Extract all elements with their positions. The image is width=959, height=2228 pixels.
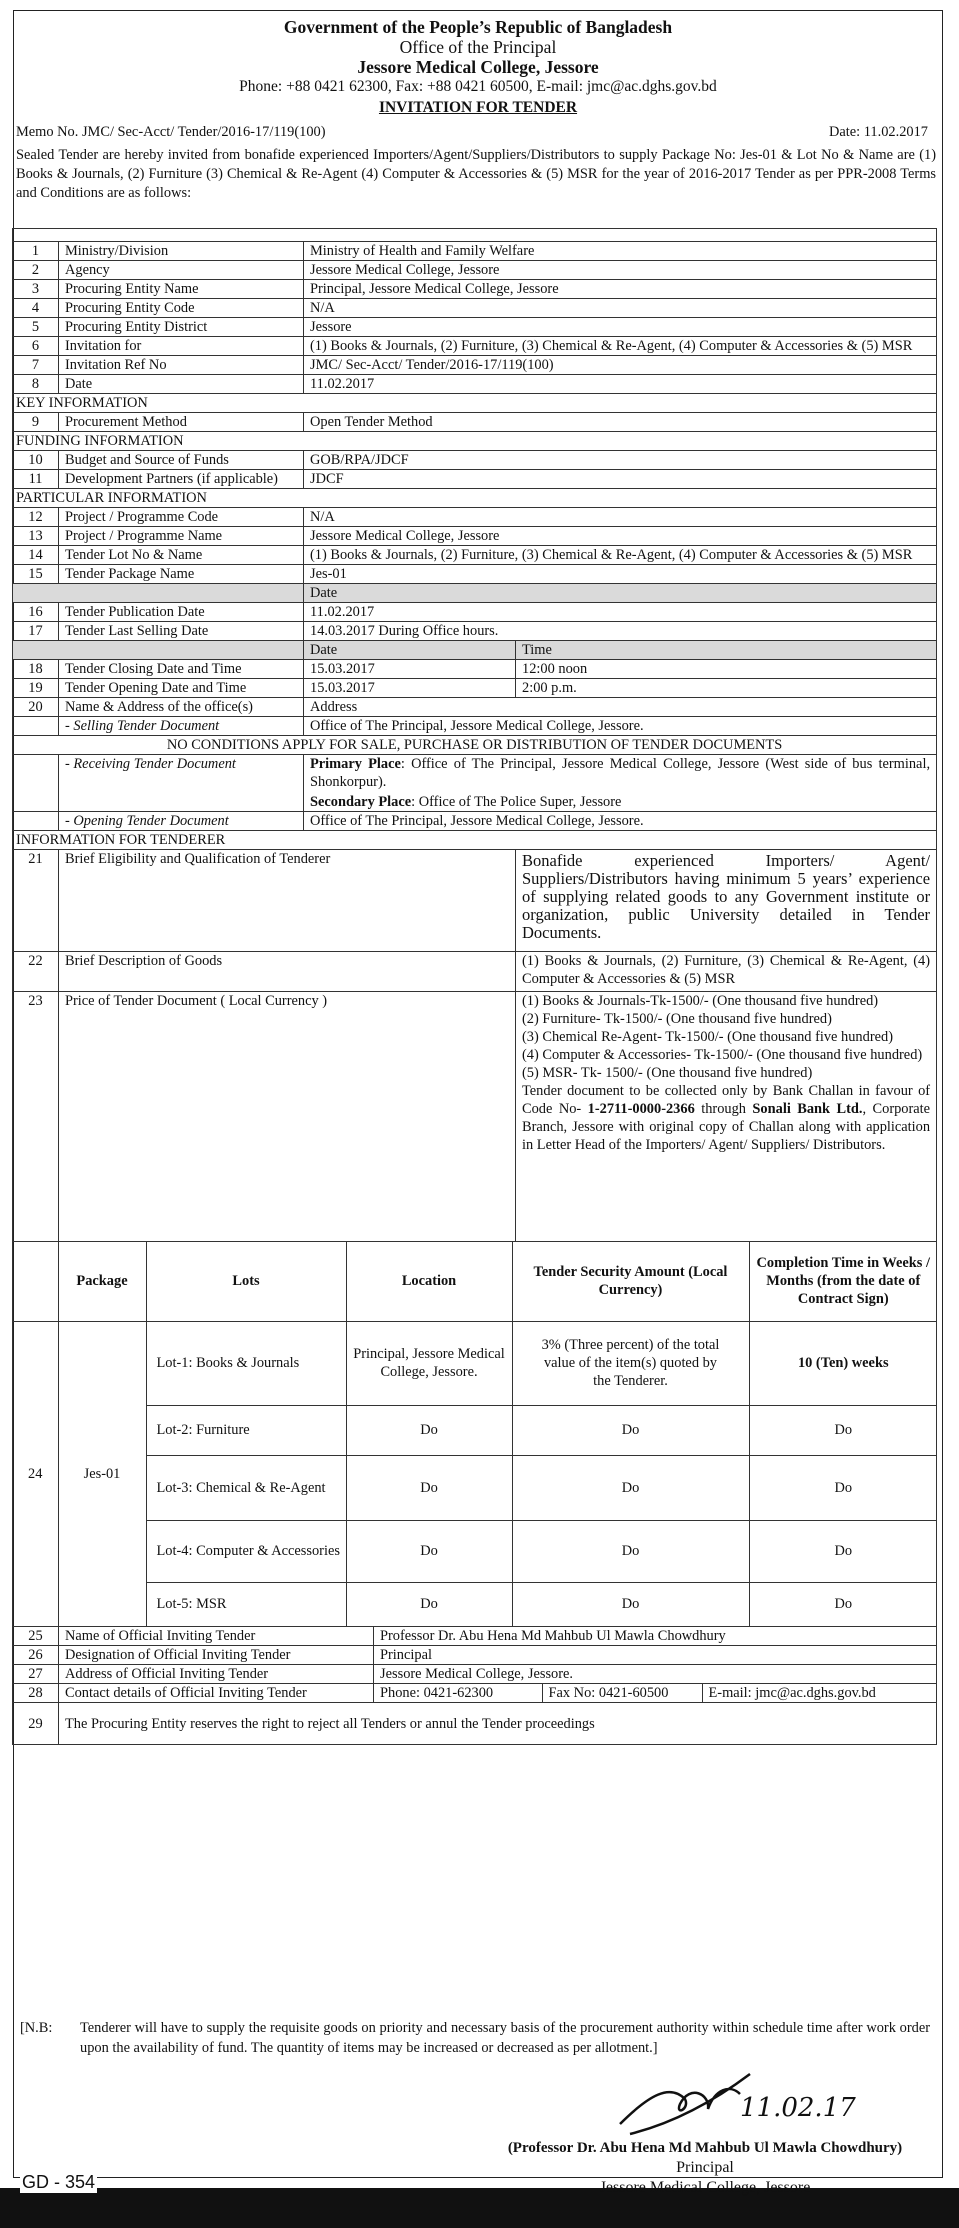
notice-title: INVITATION FOR TENDER	[378, 99, 578, 116]
footer-code: GD - 354	[22, 2172, 96, 2192]
date-header-row: Date	[13, 584, 937, 603]
table-row: 26 Designation of Official Inviting Tender Principal	[13, 1646, 937, 1665]
note-block	[20, 2018, 930, 2058]
package-lots-table	[13, 1242, 937, 1626]
college-name: Jessore Medical College, Jessore	[357, 57, 599, 77]
signatory-designation: Principal	[676, 2159, 734, 2176]
note-key: [N.B:	[20, 2020, 53, 2036]
table-row: 25 Name of Official Inviting Tender Professor Dr. Abu Hena Md Mahbub Ul Mawla Chowdhury	[13, 1627, 937, 1646]
lot-row: Lot-5: MSR Do Do Do	[13, 1582, 937, 1626]
signatory-office: Jessore Medical College, Jessore	[599, 2179, 811, 2196]
memo-date: Date: 11.02.2017	[829, 124, 928, 140]
table-row: 7 Invitation Ref No JMC/ Sec-Acct/ Tender/2016-17/119(100)	[13, 356, 937, 375]
package-row	[13, 1242, 937, 1627]
section-heading: FUNDING INFORMATION	[13, 432, 937, 451]
lot-row: Lot-2: Furniture Do Do Do	[13, 1405, 937, 1455]
table-row: 16 Tender Publication Date 11.02.2017	[13, 603, 937, 622]
intro-paragraph: Sealed Tender are hereby invited from bonafide experienced Importers/Agent/Suppliers/Distributors to supply Package No: Jes-01 & Lot No & Name are (1) Books & Journals, (2) Furniture (3) Chemical & Re-Agent (4) Computer & Accessories & (5) MSR for the year of 2016-2017 Tender as per PPR-2008 Terms and Conditions are as follows:	[16, 147, 936, 201]
contact-details: Phone: 0421-62300 Fax No: 0421-60500 E-mail: jmc@ac.dghs.gov.bd	[374, 1684, 936, 1702]
table-row: 28 Contact details of Official Inviting Tender Phone: 0421-62300 Fax No: 0421-60500 E-mail: jmc@ac.dghs.gov.bd	[13, 1684, 937, 1703]
receiving-places: Primary Place: Office of The Principal, Jessore Medical College, Jessore (West side of bus terminal, Shonkorpur). Secondary Place: Office of The Police Super, Jessore	[304, 755, 937, 812]
table-row: 8 Date 11.02.2017	[13, 375, 937, 394]
table-row: 23 Price of Tender Document ( Local Currency ) (1) Books & Journals-Tk-1500/- (One thousand five hundred) (2) Furniture- Tk-1500/- (One thousand five hundred) (3) Chemical Re-Agent- Tk-1500/- (One thousand five hundred) (4) Computer & Accessories- Tk-1500/- (One thousand five hundred) (5) MSR- Tk- 1500/- (One thousand five hundred) Tender document to be collected only by Bank Challan in favour of Code No- 1-2711-0000-2366 through Sonali Bank Ltd., Corporate Branch, Jessore with original copy of Challan along with application in Letter Head of the Importers/ Agent/ Suppliers/ Distributors.	[13, 992, 937, 1242]
memo-number: Memo No. JMC/ Sec-Acct/ Tender/2016-17/119(100)	[16, 124, 326, 140]
table-row: 2 Agency Jessore Medical College, Jessore	[13, 261, 937, 280]
table-row: 4 Procuring Entity Code N/A	[13, 299, 937, 318]
table-row: 11 Development Partners (if applicable) JDCF	[13, 470, 937, 489]
government-title: Government of the People’s Republic of Bangladesh	[283, 17, 673, 37]
section-heading: KEY INFORMATION	[13, 394, 937, 413]
lot-row: Lot-4: Computer & Accessories Do Do Do	[13, 1520, 937, 1582]
table-row: 22 Brief Description of Goods (1) Books & Journals, (2) Furniture, (3) Chemical & Re-Agent, (4) Computer & Accessories & (5) MSR	[13, 952, 937, 992]
table-row: 15 Tender Package Name Jes-01	[13, 565, 937, 584]
memo-line	[14, 118, 942, 142]
table-row: 12 Project / Programme Code N/A	[13, 508, 937, 527]
table-row: - Opening Tender Document Office of The Principal, Jessore Medical College, Jessore.	[13, 812, 937, 831]
table-top-rule	[13, 229, 937, 242]
table-row: 20 Name & Address of the office(s) Address	[13, 698, 937, 717]
table-row: 29 The Procuring Entity reserves the right to reject all Tenders or annul the Tender proceedings	[13, 1703, 937, 1745]
note-text: Tenderer will have to supply the requisite goods on priority and necessary basis of the procurement authority within schedule time after work order upon the availability of fund. The quantity of items may be increased or decreased as per allotment.]	[80, 2020, 930, 2056]
no-conditions-row: NO CONDITIONS APPLY FOR SALE, PURCHASE OR DISTRIBUTION OF TENDER DOCUMENTS	[13, 736, 937, 755]
table-row: - Selling Tender Document Office of The Principal, Jessore Medical College, Jessore.	[13, 717, 937, 736]
section-heading: PARTICULAR INFORMATION	[13, 489, 937, 508]
table-row: 3 Procuring Entity Name Principal, Jessore Medical College, Jessore	[13, 280, 937, 299]
handwritten-date: 11.02.17	[740, 2093, 856, 2123]
table-row: 9 Procurement Method Open Tender Method	[13, 413, 937, 432]
tender-details-table	[12, 228, 937, 1745]
section-heading: INFORMATION FOR TENDERER	[13, 831, 937, 850]
table-row: 21 Brief Eligibility and Qualification of Tenderer Bonafide experienced Importers/ Agent/ Suppliers/Distributors having minimum 5 years’ experience of supplying related goods to any Government institute or organization, public University detailed in Tender Documents.	[13, 850, 937, 952]
table-row: 5 Procuring Entity District Jessore	[13, 318, 937, 337]
table-row: 1 Ministry/Division Ministry of Health and Family Welfare	[13, 242, 937, 261]
office-title: Office of the Principal	[399, 37, 557, 57]
signature-block	[470, 2060, 940, 2198]
table-row: 14 Tender Lot No & Name (1) Books & Journals, (2) Furniture, (3) Chemical & Re-Agent, (4) Computer & Accessories & (5) MSR	[13, 546, 937, 565]
signatory-name: (Professor Dr. Abu Hena Md Mahbub Ul Mawla Chowdhury)	[507, 2140, 903, 2156]
handwritten-signature	[590, 2054, 856, 2144]
contact-line: Phone: +88 0421 62300, Fax: +88 0421 60500, E-mail: jmc@ac.dghs.gov.bd	[239, 78, 717, 95]
table-row: - Receiving Tender Document Primary Place: Office of The Principal, Jessore Medical College, Jessore (West side of bus terminal, Shonkorpur). Secondary Place: Office of The Police Super, Jessore	[13, 755, 937, 812]
table-row: 6 Invitation for (1) Books & Journals, (2) Furniture, (3) Chemical & Re-Agent, (4) Computer & Accessories & (5) MSR	[13, 337, 937, 356]
table-row: 19 Tender Opening Date and Time 15.03.2017 2:00 p.m.	[13, 679, 937, 698]
table-row: 17 Tender Last Selling Date 14.03.2017 During Office hours.	[13, 622, 937, 641]
table-row: 10 Budget and Source of Funds GOB/RPA/JDCF	[13, 451, 937, 470]
document-price-cell: (1) Books & Journals-Tk-1500/- (One thousand five hundred) (2) Furniture- Tk-1500/- (One thousand five hundred) (3) Chemical Re-Agent- Tk-1500/- (One thousand five hundred) (4) Computer & Accessories- Tk-1500/- (One thousand five hundred) (5) MSR- Tk- 1500/- (One thousand five hundred) Tender document to be collected only by Bank Challan in favour of Code No- 1-2711-0000-2366 through Sonali Bank Ltd., Corporate Branch, Jessore with original copy of Challan along with application in Letter Head of the Importers/ Agent/ Suppliers/ Distributors.	[516, 992, 937, 1242]
table-row: 27 Address of Official Inviting Tender Jessore Medical College, Jessore.	[13, 1665, 937, 1684]
table-row: 18 Tender Closing Date and Time 15.03.2017 12:00 noon	[13, 660, 937, 679]
package-header-row: Package Lots Location Tender Security Amount (Local Currency) Completion Time in Weeks / Months (from the date of Contract Sign)	[13, 1242, 937, 1321]
letterhead	[14, 11, 942, 118]
table-row: 13 Project / Programme Name Jessore Medical College, Jessore	[13, 527, 937, 546]
date-time-header-row: Date Time	[13, 641, 937, 660]
lot-row: Lot-3: Chemical & Re-Agent Do Do Do	[13, 1455, 937, 1520]
lot-row: 24 Jes-01 Lot-1: Books & Journals Principal, Jessore Medical College, Jessore. 3% (Three percent) of the total value of the item(s) quoted by the Tenderer. 10 (Ten) weeks	[13, 1321, 937, 1405]
